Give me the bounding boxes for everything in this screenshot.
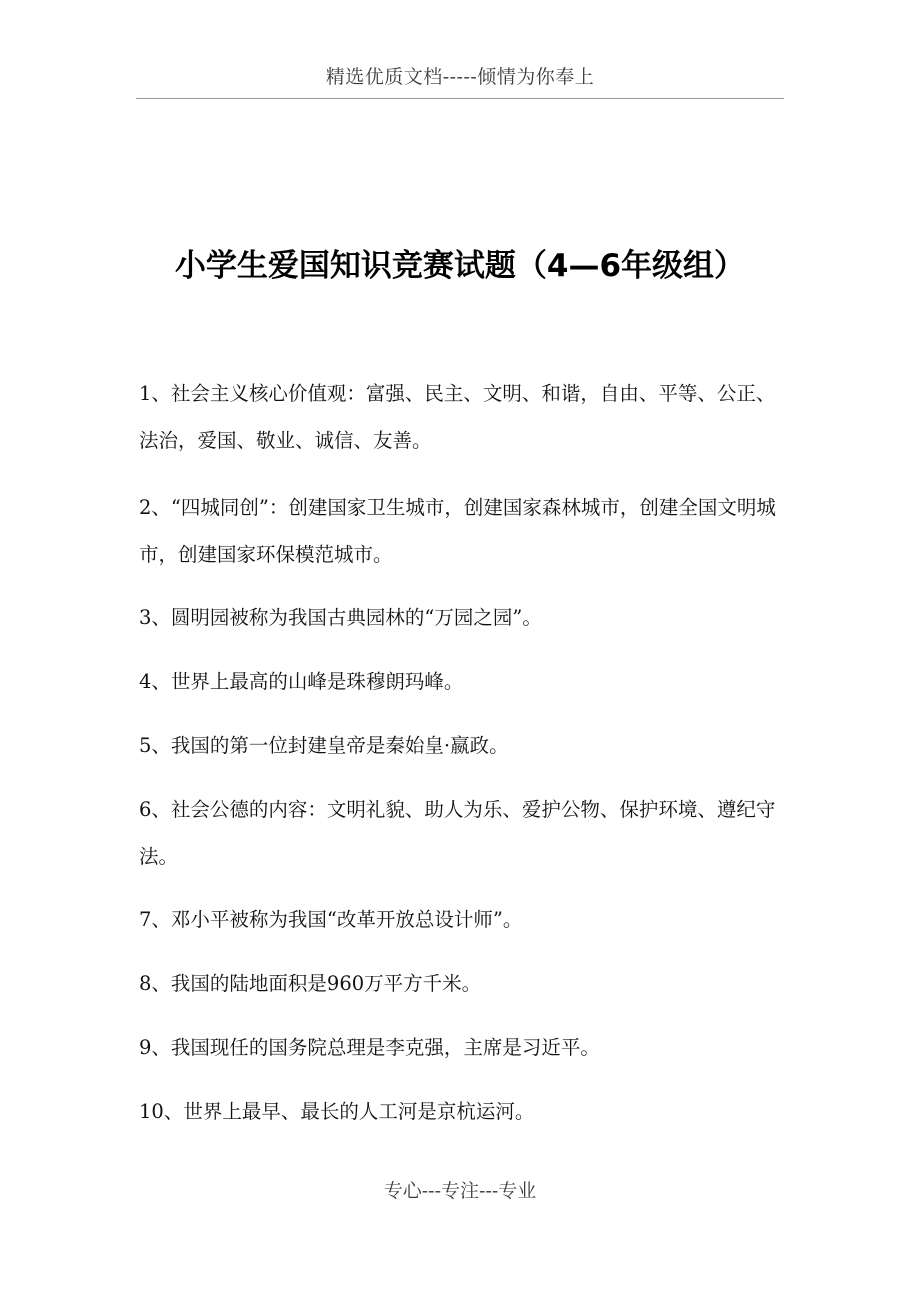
question-item-8: 8、我国的陆地面积是960万平方千米。 xyxy=(139,972,482,995)
document-title: 小学生爱国知识竞赛试题（4—6年级组） xyxy=(174,248,746,284)
page-header xyxy=(136,62,784,99)
question-item-9: 9、我国现任的国务院总理是李克强，主席是习近平。 xyxy=(139,1036,600,1059)
question-item-6: 6、社会公德的内容：文明礼貌、助人为乐、爱护公物、保护环境、遵纪守法。 xyxy=(139,798,776,868)
page-header-text: 精选优质文档-----倾情为你奉上 xyxy=(325,66,595,88)
question-item-7: 7、邓小平被称为我国“改革开放总设计师”。 xyxy=(139,908,523,931)
question-item-10: 10、世界上最早、最长的人工河是京杭运河。 xyxy=(139,1100,535,1123)
question-item-5: 5、我国的第一位封建皇帝是秦始皇·嬴政。 xyxy=(139,734,509,757)
page-footer: 专心---专注---专业 xyxy=(383,1180,537,1202)
question-item-1: 1、社会主义核心价值观：富强、民主、文明、和谐，自由、平等、公正、法治，爱国、敬业、诚信、友善。 xyxy=(139,382,776,452)
question-item-3: 3、圆明园被称为我国古典园林的“万园之园”。 xyxy=(139,606,542,629)
question-item-2: 2、“四城同创”：创建国家卫生城市，创建国家森林城市，创建全国文明城市，创建国家环保模范城市。 xyxy=(139,496,776,566)
question-item-4: 4、世界上最高的山峰是珠穆朗玛峰。 xyxy=(139,670,464,693)
